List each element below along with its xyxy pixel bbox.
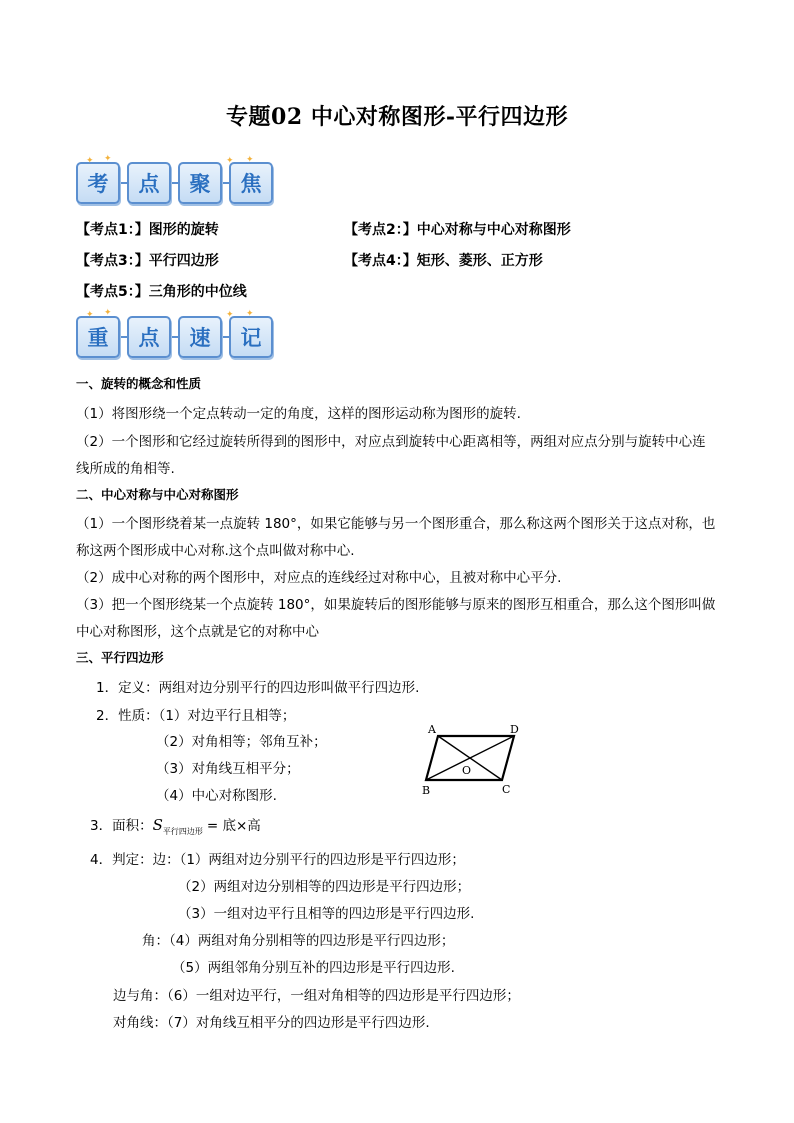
banner-tile: 考: [76, 162, 120, 204]
kaodian-label: 【考点4：】: [344, 253, 417, 269]
paragraph: 称这两个图形成中心对称.这个点叫做对称中心.: [76, 543, 355, 559]
star-icon: ✦: [226, 156, 234, 166]
paragraph: （2）成中心对称的两个图形中，对应点的连线经过对称中心，且被对称中心平分.: [76, 570, 562, 586]
vertex-label-c: C: [502, 783, 511, 796]
property-line: （3）对角线互相平分；: [156, 761, 300, 777]
vertex-label-b: B: [422, 784, 431, 797]
star-icon: ✦: [104, 308, 112, 318]
definition-line: 1．定义：两组对边分别平行的四边形叫做平行四边形.: [96, 680, 420, 696]
banner-tile: 聚: [178, 162, 222, 204]
kaodian-text: 矩形、菱形、正方形: [416, 253, 543, 269]
page-title: 专题02 中心对称图形-平行四边形: [226, 104, 568, 130]
property-line: （4）中心对称图形.: [156, 788, 277, 804]
banner-connector: [120, 182, 127, 184]
banner-tile: 重: [76, 316, 120, 358]
banner-connector: [171, 182, 178, 184]
kaodian-label: 【考点1：】: [76, 222, 149, 238]
judgment-line: 边与角：（6）一组对边平行，一组对角相等的四边形是平行四边形；: [113, 988, 520, 1004]
paragraph: （2）一个图形和它经过旋转所得到的图形中，对应点到旋转中心距离相等，两组对应点分别与旋转中心连: [76, 434, 706, 450]
judgment-line: 角：（4）两组对角分别相等的四边形是平行四边形；: [142, 933, 455, 949]
kaodian-text: 中心对称与中心对称图形: [416, 222, 571, 238]
banner-tile: 记: [229, 316, 273, 358]
center-label-o: O: [462, 764, 472, 777]
kaodian-text: 平行四边形: [148, 253, 219, 269]
banner-connector: [120, 336, 127, 338]
kaodian-label: 【考点3：】: [76, 253, 149, 269]
banner-tile: 速: [178, 316, 222, 358]
kaodian-label: 【考点5：】: [76, 284, 149, 300]
star-icon: ✦: [246, 155, 254, 165]
kaodian-text: 三角形的中位线: [148, 284, 247, 300]
star-icon: ✦: [86, 310, 94, 320]
star-icon: ✦: [226, 310, 234, 320]
star-icon: ✦: [104, 154, 112, 164]
judgment-line: （5）两组邻角分别互补的四边形是平行四边形.: [172, 960, 455, 976]
star-icon: ✦: [246, 309, 254, 319]
section-heading: 一、旋转的概念和性质: [76, 376, 202, 391]
section-heading: 二、中心对称与中心对称图形: [76, 487, 239, 502]
judgment-line: （2）两组对边分别相等的四边形是平行四边形；: [178, 879, 471, 895]
paragraph: 线所成的角相等.: [76, 461, 175, 477]
judgment-line: （3）一组对边平行且相等的四边形是平行四边形.: [178, 906, 475, 922]
paragraph: （1）将图形绕一个定点转动一定的角度，这样的图形运动称为图形的旋转.: [76, 406, 521, 422]
area-formula: = 底×高: [206, 818, 261, 834]
paragraph: （3）把一个图形绕某一个点旋转 180°，如果旋转后的图形能够与原来的图形互相重合，那么这个图形叫做: [76, 597, 716, 613]
banner-connector: [171, 336, 178, 338]
kaodian-text: 图形的旋转: [148, 222, 219, 238]
judgment-line: 对角线：（7）对角线互相平分的四边形是平行四边形.: [113, 1015, 430, 1031]
star-icon: ✦: [86, 156, 94, 166]
property-line: （2）对角相等；邻角互补；: [156, 734, 327, 750]
judgment-line: 4．判定：边：（1）两组对边分别平行的四边形是平行四边形；: [90, 852, 465, 868]
kaodian-label: 【考点2：】: [344, 222, 417, 238]
section-heading: 三、平行四边形: [76, 650, 164, 665]
banner-connector: [222, 182, 229, 184]
property-line: 2．性质：（1）对边平行且相等；: [96, 708, 296, 724]
zhongdian-banner: [76, 314, 273, 360]
paragraph: （1）一个图形绕着某一点旋转 180°，如果它能够与另一个图形重合，那么称这两个图形关于这点对称，也: [76, 516, 716, 532]
kaodian-item: [76, 219, 219, 239]
area-subscript: 平行四边形: [162, 827, 203, 836]
banner-connector: [222, 336, 229, 338]
paragraph: 中心对称图形，这个点就是它的对称中心: [76, 624, 319, 640]
kaodian-item: [76, 250, 219, 270]
banner-tile: 点: [127, 316, 171, 358]
kaodian-item: [76, 281, 247, 301]
vertex-label-d: D: [510, 723, 519, 736]
banner-tile: 焦: [229, 162, 273, 204]
kaodian-item: [344, 250, 543, 270]
vertex-label-a: A: [428, 723, 436, 736]
area-prefix: 3．面积：: [90, 818, 153, 834]
area-symbol: S: [152, 816, 163, 834]
kaodian-banner: [76, 160, 273, 206]
parallelogram-figure: [418, 722, 526, 798]
area-line: [90, 814, 261, 837]
banner-tile: 点: [127, 162, 171, 204]
kaodian-item: [344, 219, 571, 239]
